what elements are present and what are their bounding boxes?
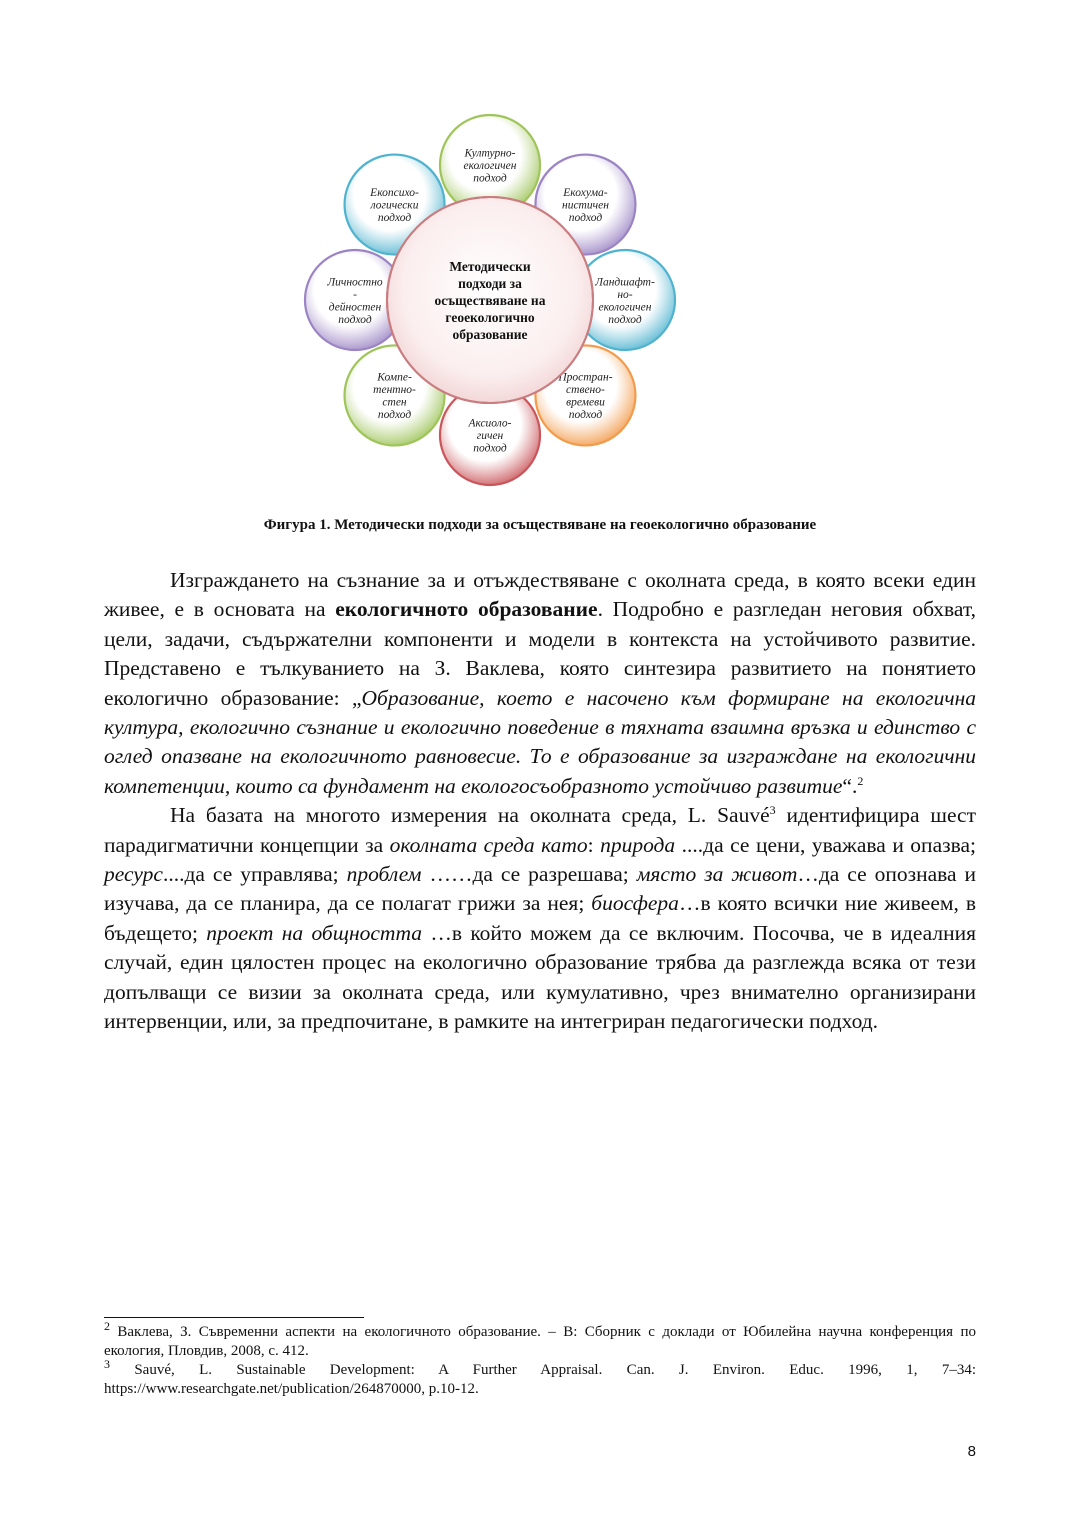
center-label: осъществяване на: [434, 293, 546, 308]
approach-node-label: Екопсихо-: [370, 187, 419, 200]
page-number: 8: [967, 1443, 976, 1460]
center-label: подходи за: [458, 276, 522, 291]
approach-node-label: Ландшафт-: [595, 276, 655, 289]
approach-node-label: гичен: [476, 430, 504, 442]
approach-node-label: подход: [473, 442, 507, 455]
approach-node-label: подход: [377, 409, 412, 422]
methodical-approaches-diagram: [300, 110, 680, 490]
approach-node-label: тентно-: [373, 384, 416, 397]
approach-node-label: подход: [608, 313, 642, 326]
approach-node-label: -: [353, 288, 357, 301]
paragraph-1: Изграждането на съзнание за и отъждествяване с околната среда, в която всеки един живее, е в основата на екологичното образование. Подробно е разгледан неговия обхват, цели, задачи, съдържателни компоненти и модели в контекста на устойчивото развитие. Представено е тълкуванието на З. Ваклева, която синтезира развитието на понятието екологично образование: „Образование, което е насочено към формиране на екологична култура, екологично съзнание и екологично поведение в тяхната взаимна връзка и единство с оглед опазване на екологичното равновесие. То е образование за изграждане на екологични компетенции, които са фундамент на екологосъобразното устойчиво развитие“.$^2$: [104, 568, 976, 798]
approach-node-label: нистичен: [561, 199, 609, 212]
approach-node-label: логически: [370, 199, 419, 212]
footnotes: [104, 1319, 976, 1399]
approach-node-label: подход: [568, 409, 603, 422]
approach-node-label: подход: [377, 212, 412, 225]
approach-node-label: времеви: [566, 396, 605, 409]
footnote-separator: [104, 1317, 364, 1318]
approach-node-label: Личностно: [327, 276, 383, 289]
approach-node-label: Екохума-: [563, 187, 608, 200]
center-label: образование: [452, 327, 528, 342]
center-label: геоекологично: [445, 310, 535, 325]
approach-node-label: Простран-: [558, 371, 613, 384]
figure-caption: Фигура 1. Методически подходи за осъществяване на геоекологично образование: [263, 517, 817, 533]
approach-node-label: подход: [473, 172, 507, 185]
approach-node-label: Културно-: [464, 147, 516, 160]
approach-node-label: Компе-: [377, 371, 412, 384]
approach-node-label: подход: [338, 313, 372, 326]
approach-node-label: Аксиоло-: [468, 417, 512, 430]
diagram-svg: [300, 110, 680, 490]
center-label: Методически: [449, 259, 531, 274]
approach-node-label: дейностен: [328, 301, 382, 314]
approach-node-label: екологичен: [598, 301, 652, 314]
body-text: [104, 566, 976, 1037]
approach-node-label: стен: [382, 396, 407, 409]
approach-node-label: подход: [568, 212, 603, 225]
approach-node-label: но-: [617, 288, 633, 301]
approach-node-label: ствено-: [566, 384, 605, 397]
paragraph-2: На базата на многото измерения на околната среда, L. Sauvé$^3$ идентифицира шест парадигматични концепции за околната среда като: природа ....да се цени, уважава и опазва; ресурс....да се управлява; проблем ……да се разрешава; място за живот…да се опознава и изучава, да се планира, да се полагат грижи за нея; биосфера…в която всички ние живеем, в бъдещето; проект на общността …в който можем да се включим. Посочва, че в идеалния случай, един цялостен процес на екологично образование трябва да разглежда всяка от тези допълващи се визии за околната среда, или кумулативно, чрез внимателно организирани интервенции, или, за предпочитане, в рамките на интегриран педагогически подход.: [104, 803, 977, 1034]
footnote-2: $^2$ Ваклева, З. Съвременни аспекти на екологичното образование. – В: Сборник с доклади от Юбилейна научна конференция по екология, Пловдив, 2008, с. 412.: [104, 1319, 976, 1359]
footnote-ref-3[interactable]: 3: [769, 803, 776, 818]
footnote-3: $^3$ Sauvé, L. Sustainable Development: A Further Appraisal. Can. J. Environ. Educ. 1996, 1, 7–34: https://www.researchgate.net/publication/264870000, p.10-12.: [104, 1357, 976, 1397]
footnote-ref-2[interactable]: 2: [857, 773, 864, 788]
approach-node-label: екологичен: [463, 160, 517, 172]
